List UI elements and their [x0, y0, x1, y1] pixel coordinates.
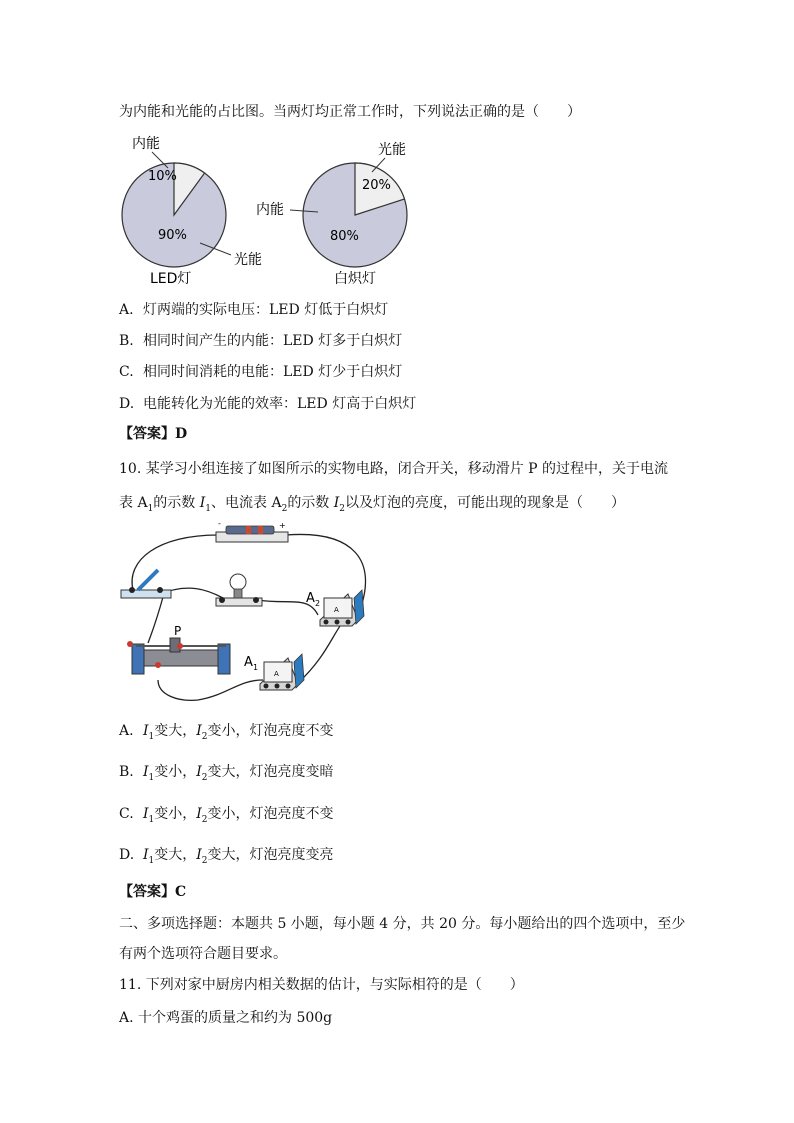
q9-option-b: B. 相同时间产生的内能：LED 灯多于白炽灯: [119, 333, 403, 349]
section2-heading-line2: 有两个选项符合题目要求。: [119, 946, 287, 962]
section2-heading-line1: 二、多项选择题：本题共 5 小题，每小题 4 分，共 20 分。每小题给出的四个选项中，至少: [119, 916, 686, 932]
svg-text:2: 2: [315, 599, 321, 608]
pie-charts-figure: [110, 128, 430, 290]
svg-text:A: A: [244, 655, 253, 670]
incandescent-inner-pct: 80%: [330, 229, 359, 244]
lamp: [216, 574, 262, 606]
incandescent-light-pct: 20%: [362, 178, 391, 193]
svg-text:A: A: [306, 591, 315, 606]
q11-stem: 11. 下列对家中厨房内相关数据的估计，与实际相符的是（ ）: [119, 977, 524, 993]
battery: [216, 520, 288, 542]
switch: [121, 570, 171, 598]
q9-option-d: D. 电能转化为光能的效率：LED 灯高于白炽灯: [119, 396, 417, 412]
circuit-diagram: [118, 520, 378, 710]
q10-stem-line1: 10. 某学习小组连接了如图所示的实物电路，闭合开关，移动滑片 P 的过程中，关于电流: [119, 461, 669, 477]
led-inner-pct: 10%: [148, 169, 177, 184]
q10-option-a: A. $I_1$变大，$I_2$变小，灯泡亮度不变: [119, 723, 334, 742]
q10-option-d: D. $I_1$变大，$I_2$变大，灯泡亮度变亮: [119, 847, 334, 866]
led-light-pct: 90%: [158, 228, 187, 243]
svg-text:P: P: [174, 624, 182, 638]
led-light-label: 光能: [234, 252, 262, 268]
svg-text:A: A: [334, 606, 339, 614]
incandescent-inner-label: 内能: [256, 202, 284, 218]
q9-option-a: A. 灯两端的实际电压：LED 灯低于白炽灯: [119, 302, 389, 318]
rheostat: [127, 624, 230, 674]
q9-answer: 【答案】D: [119, 426, 188, 442]
svg-text:A: A: [274, 670, 279, 678]
battery-minus-label: -: [218, 520, 221, 528]
q10-answer: 【答案】C: [119, 884, 187, 900]
q10-option-b: B. $I_1$变小，$I_2$变大，灯泡亮度变暗: [119, 764, 334, 783]
q9-option-c: C. 相同时间消耗的电能：LED 灯少于白炽灯: [119, 364, 403, 380]
incandescent-light-label: 光能: [378, 142, 406, 158]
q10-option-c: C. $I_1$变小，$I_2$变小，灯泡亮度不变: [119, 806, 334, 825]
incandescent-caption: 白炽灯: [334, 271, 376, 287]
led-inner-label: 内能: [132, 136, 160, 152]
led-pie-chart: [122, 135, 262, 287]
q10-stem-line2: 表 $A_1$的示数 $I_1$、电流表 $A_2$的示数 $I_2$以及灯泡的亮度，可能出现的现象是（ ）: [119, 495, 626, 514]
ammeter-a1: [244, 654, 304, 690]
ammeter-a2: [306, 590, 364, 626]
led-caption: LED灯: [150, 271, 192, 287]
q11-option-a: A. 十个鸡蛋的质量之和约为 500g: [119, 1010, 333, 1026]
svg-text:1: 1: [253, 663, 259, 672]
q9-stem: 为内能和光能的占比图。当两灯均正常工作时，下列说法正确的是（ ）: [119, 104, 581, 120]
battery-plus-label: +: [279, 521, 286, 530]
incandescent-pie-chart: [256, 141, 407, 287]
